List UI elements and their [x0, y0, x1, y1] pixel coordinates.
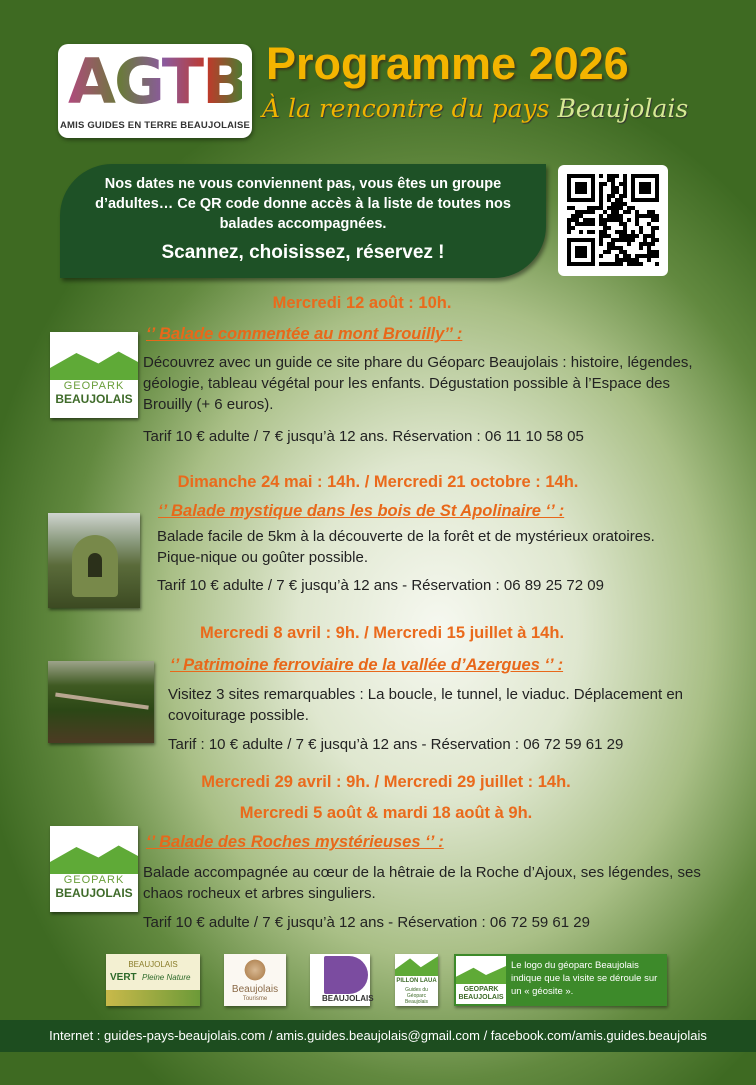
- banner-text: Nos dates ne vous conviennent pas, vous êtes un groupe d’adultes… Ce QR code donne accès à la liste de toutes nos balades accompagnées.: [95, 176, 511, 232]
- event-2-date: Dimanche 24 mai : 14h. / Mercredi 21 octobre : 14h.: [177, 473, 579, 491]
- geopark-mini-text: GEOPARK BEAUJOLAIS: [458, 986, 504, 1001]
- event-3-tarif: Tarif : 10 € adulte / 7 € jusqu’à 12 ans - Réservation : 06 72 59 61 29: [168, 736, 624, 753]
- event-2-photo-forest-oratory: [48, 513, 140, 608]
- pilier-logo-sub: Guides du Géoparc Beaujolais: [404, 987, 429, 1005]
- beaujolais-vert-logo: [106, 954, 200, 1006]
- leaf-icon: ❦: [113, 337, 127, 354]
- qr-code-icon: [567, 174, 659, 266]
- footer-contact[interactable]: Internet : guides-pays-beaujolais.com / amis.guides.beaujolais@gmail.com / facebook.com/amis.guides.beaujolais: [49, 1028, 707, 1043]
- vert-logo-top: BEAUJOLAIS: [128, 960, 178, 969]
- atouts-b-icon: [324, 956, 368, 994]
- tourisme-logo-text: Beaujolais: [231, 984, 279, 995]
- grape-icon: [243, 958, 267, 982]
- event-1-date: Mercredi 12 août : 10h.: [272, 294, 452, 312]
- pilier-guides-logo: [395, 954, 438, 1006]
- event-4-tarif: Tarif 10 € adulte / 7 € jusqu’à 12 ans - Réservation : 06 72 59 61 29: [143, 914, 590, 931]
- event-2-title: ‘’ Balade mystique dans les bois de St Apolinaire ‘’ :: [158, 502, 565, 520]
- geosite-legend: [454, 954, 667, 1006]
- banner-call-to-action: Scannez, choisissez, réservez !: [161, 242, 445, 263]
- geopark-line1: GEOPARK: [63, 874, 125, 886]
- vert-logo-script: Pleine Nature: [142, 973, 191, 982]
- page-subtitle: [262, 94, 688, 123]
- event-2-tarif: Tarif 10 € adulte / 7 € jusqu’à 12 ans - Réservation : 06 89 25 72 09: [157, 577, 604, 594]
- geopark-logo-1: [50, 332, 138, 418]
- beaujolais-tourisme-logo: [224, 954, 286, 1006]
- event-4-date: Mercredi 29 avril : 9h. / Mercredi 29 juillet : 14h.: [201, 773, 571, 791]
- agtb-logo-text: AGTB: [68, 45, 248, 118]
- geopark-line1: GEOPARK: [63, 380, 125, 392]
- event-4-description: Balade accompagnée au cœur de la hêtraie de la Roche d’Ajoux, ses légendes, ses chaos rocheux et arbres singuliers.: [143, 864, 701, 902]
- geopark-mini-logo: [456, 956, 506, 1004]
- event-4-date-2: Mercredi 5 août & mardi 18 août à 9h.: [239, 804, 533, 822]
- qr-info-banner: [60, 164, 546, 278]
- event-3-title: ‘’ Patrimoine ferroviaire de la vallée d’Azergues ‘’ :: [170, 656, 564, 674]
- pilier-logo-title: PILLON LAUA: [396, 978, 437, 984]
- qr-code[interactable]: [558, 165, 668, 276]
- event-2-description: Balade facile de 5km à la découverte de la forêt et de mystérieux oratoires. Pique-nique ou goûter possible.: [157, 528, 655, 566]
- event-1-title: ‘’ Balade commentée au mont Brouilly’’ :: [146, 325, 463, 343]
- geopark-line2: BEAUJOLAIS: [55, 886, 133, 900]
- leaf-icon: ❦: [113, 831, 127, 848]
- agtb-logo: [58, 44, 252, 138]
- event-1-description: Découvrez avec un guide ce site phare du Géoparc Beaujolais : histoire, légendes, géologie, tableau végétal pour les enfants. Dégustation possible à l’Espace des Brouilly (+ 6 euros).: [143, 354, 693, 413]
- vert-logo-main: VERT: [110, 972, 137, 983]
- event-3-photo-viaduct: [48, 661, 154, 743]
- atouts-bottom-text: BEAUJOLAIS: [322, 994, 374, 1003]
- atouts-beaujolais-logo: [310, 954, 374, 1006]
- event-1-tarif: Tarif 10 € adulte / 7 € jusqu’à 12 ans. Réservation : 06 11 10 58 05: [143, 428, 584, 445]
- page-title: Programme 2026: [266, 38, 629, 89]
- subtitle-prefix: À la rencontre du pays: [262, 94, 550, 123]
- event-4-title: ‘’ Balade des Roches mystérieuses ‘’ :: [146, 833, 444, 851]
- footer-bar: [0, 1020, 756, 1052]
- tourisme-logo-sub: Tourisme: [242, 996, 268, 1002]
- agtb-logo-subtitle: AMIS GUIDES EN TERRE BEAUJOLAISE: [59, 120, 251, 131]
- geopark-line2: BEAUJOLAIS: [55, 392, 133, 406]
- geopark-logo-2: [50, 826, 138, 912]
- subtitle-highlight: Beaujolais: [557, 94, 689, 123]
- event-3-description: Visitez 3 sites remarquables : La boucle, le tunnel, le viaduc. Déplacement en covoiturage possible.: [168, 686, 684, 724]
- event-3-date: Mercredi 8 avril : 9h. / Mercredi 15 juillet à 14h.: [199, 624, 565, 642]
- geosite-note: Le logo du géoparc Beaujolais indique que la visite se déroule sur un « géosite ».: [511, 960, 658, 997]
